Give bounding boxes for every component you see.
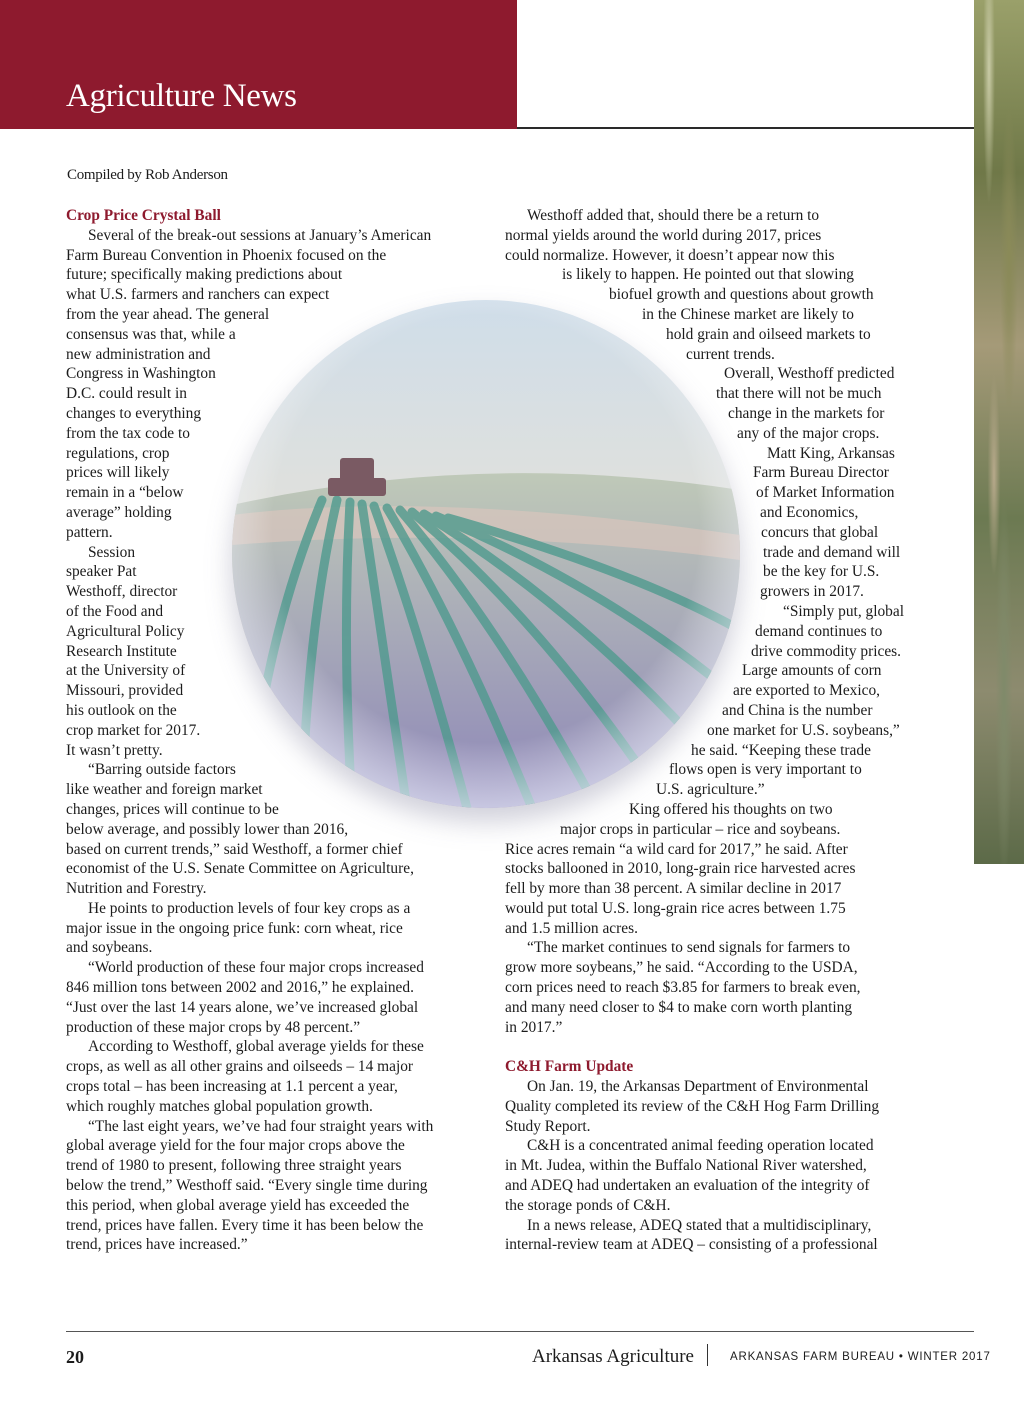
text-line: Session [88,543,136,561]
crystal-ball-image [232,300,740,808]
text-line: trend, prices have increased.” [66,1236,248,1254]
text-line: trade and demand will [763,543,901,561]
text-line: pattern. [66,523,113,541]
text-line: grow more soybeans,” he said. “According to the USDA, [505,959,858,977]
text-line: consensus was that, while a [66,325,236,343]
text-line: C&H is a concentrated animal feeding operation located [527,1137,874,1155]
text-line: concurs that global [761,523,879,541]
page-number: 20 [66,1347,84,1367]
publication-name: Arkansas Agriculture [532,1346,694,1367]
text-line: corn prices need to reach $3.85 for farmers to break even, [505,979,861,997]
text-line: changes to everything [66,404,202,422]
page-title: Agriculture News [66,78,297,114]
text-line: Farm Bureau Convention in Phoenix focused on the [66,246,387,264]
text-line: in Mt. Judea, within the Buffalo National River watershed, [505,1157,867,1175]
text-line: and ADEQ had undertaken an evaluation of the integrity of [505,1177,870,1195]
text-line: “The last eight years, we’ve had four straight years with [88,1117,434,1135]
text-line: stocks ballooned in 2010, long-grain rice harvested acres [505,860,856,878]
text-line: crop market for 2017. [66,721,201,739]
text-line: Missouri, provided [66,682,184,700]
text-line: regulations, crop [66,444,170,462]
text-line: below the trend,” Westhoff said. “Every single time during [66,1177,428,1195]
byline: Compiled by Rob Anderson [67,167,228,183]
text-line: “World production of these four major crops increased [88,959,424,977]
text-line: Westhoff added that, should there be a return to [527,207,820,224]
text-line: and 1.5 million acres. [505,919,638,937]
text-line: According to Westhoff, global average yields for these [88,1038,424,1056]
text-line: and China is the number [722,701,873,719]
text-line: and soybeans. [66,939,153,957]
text-line: be the key for U.S. [763,563,880,581]
text-line: Quality completed its review of the C&H Hog Farm Drilling [505,1097,880,1115]
text-line: that there will not be much [716,385,882,403]
text-line: On Jan. 19, the Arkansas Department of Environmental [527,1078,869,1096]
text-line: Agricultural Policy [66,622,185,640]
text-line: Overall, Westhoff predicted [724,365,895,383]
text-line: Study Report. [505,1117,591,1135]
text-line: He points to production levels of four key crops as a [88,899,411,917]
text-line: biofuel growth and questions about growth [609,286,874,304]
text-line: internal-review team at ADEQ – consisting of a professional [505,1236,878,1254]
section-heading: Crop Price Crystal Ball [66,207,221,224]
text-line: It wasn’t pretty. [66,741,163,759]
header-rule [517,127,974,129]
text-line [505,1037,904,1057]
text-line: at the University of [66,662,186,680]
text-line: could normalize. However, it doesn’t appear now this [505,246,835,264]
text-line: D.C. could result in [66,385,187,403]
text-line: trend, prices have fallen. Every time it has been below the [66,1216,424,1234]
text-line: average” holding [66,503,172,521]
text-line: is likely to happen. He pointed out that slowing [562,266,854,284]
text-line: this period, when global average yield has exceeded the [66,1196,410,1214]
text-line: Research Institute [66,642,177,660]
text-line: In a news release, ADEQ stated that a multidisciplinary, [527,1216,872,1234]
text-line: what U.S. farmers and ranchers can expect [66,286,330,304]
text-line: “Simply put, global [783,602,904,620]
text-line: economist of the U.S. Senate Committee on Agriculture, [66,860,414,878]
text-line: flows open is very important to [669,761,862,779]
text-line: future; specifically making predictions about [66,266,343,284]
text-line: “Just over the last 14 years alone, we’ve increased global [66,998,419,1016]
text-line: he said. “Keeping these trade [691,741,871,759]
text-line: any of the major crops. [737,424,880,442]
text-line: Large amounts of corn [742,662,882,680]
text-line: from the tax code to [66,424,190,442]
section-heading: C&H Farm Update [505,1058,634,1076]
footer-separator [707,1344,708,1366]
text-line: Nutrition and Forestry. [66,880,207,898]
footer-rule [66,1331,974,1332]
text-line: which roughly matches global population growth. [66,1097,373,1115]
text-line: based on current trends,” said Westhoff, a former chief [66,840,403,858]
text-line: U.S. agriculture.” [656,781,765,799]
text-line: hold grain and oilseed markets to [666,325,871,343]
text-line: change in the markets for [728,404,885,422]
text-line: “The market continues to send signals for farmers to [527,939,851,957]
text-line: major issue in the ongoing price funk: corn wheat, rice [66,919,403,937]
text-line: Matt King, Arkansas [767,444,895,462]
text-line: below average, and possibly lower than 2016, [66,820,349,838]
text-line: production of these major crops by 48 percent.” [66,1018,361,1036]
text-line: like weather and foreign market [66,781,263,799]
text-line: remain in a “below [66,484,184,502]
text-line: in the Chinese market are likely to [642,305,854,323]
text-line: King offered his thoughts on two [629,800,833,818]
text-line: prices will likely [66,464,170,482]
text-line: one market for U.S. soybeans,” [707,721,900,739]
text-line: Several of the break-out sessions at January’s American [88,226,432,244]
text-line: trend of 1980 to present, following three straight years [66,1157,402,1175]
text-line: Rice acres remain “a wild card for 2017,” he said. After [505,840,848,858]
text-line: crops, as well as all other grains and oilseeds – 14 major [66,1058,414,1076]
text-line: Farm Bureau Director [753,464,889,482]
text-line: and many need closer to $4 to make corn worth planting [505,998,853,1016]
text-line: new administration and [66,345,211,363]
text-line: Westhoff, director [66,583,178,601]
publication-issue: ARKANSAS FARM BUREAU • WINTER 2017 [730,1351,991,1363]
text-line: current trends. [686,345,775,363]
text-line: drive commodity prices. [751,642,902,660]
text-line: are exported to Mexico, [733,682,881,700]
text-line: the storage ponds of C&H. [505,1196,671,1214]
text-line: major crops in particular – rice and soybeans. [560,820,841,838]
text-line: normal yields around the world during 2017, prices [505,226,822,244]
text-line: of the Food and [66,602,164,620]
text-line: growers in 2017. [760,583,864,601]
text-line: fell by more than 38 percent. A similar decline in 2017 [505,880,842,898]
text-line: and Economics, [760,503,859,521]
text-line: would put total U.S. long-grain rice acres between 1.75 [505,899,846,917]
text-line: speaker Pat [66,563,137,581]
text-line: of Market Information [756,484,895,502]
text-line: in 2017.” [505,1018,563,1036]
text-line: from the year ahead. The general [66,305,270,323]
text-line: Congress in Washington [66,365,216,383]
text-line: demand continues to [755,622,883,640]
side-photo [974,0,1024,864]
text-line: 846 million tons between 2002 and 2016,” he explained. [66,979,414,997]
text-line: changes, prices will continue to be [66,800,279,818]
text-line: global average yield for the four major crops above the [66,1137,405,1155]
text-line: his outlook on the [66,701,177,719]
text-line: crops total – has been increasing at 1.1 percent a year, [66,1078,398,1096]
text-line: “Barring outside factors [88,761,236,779]
